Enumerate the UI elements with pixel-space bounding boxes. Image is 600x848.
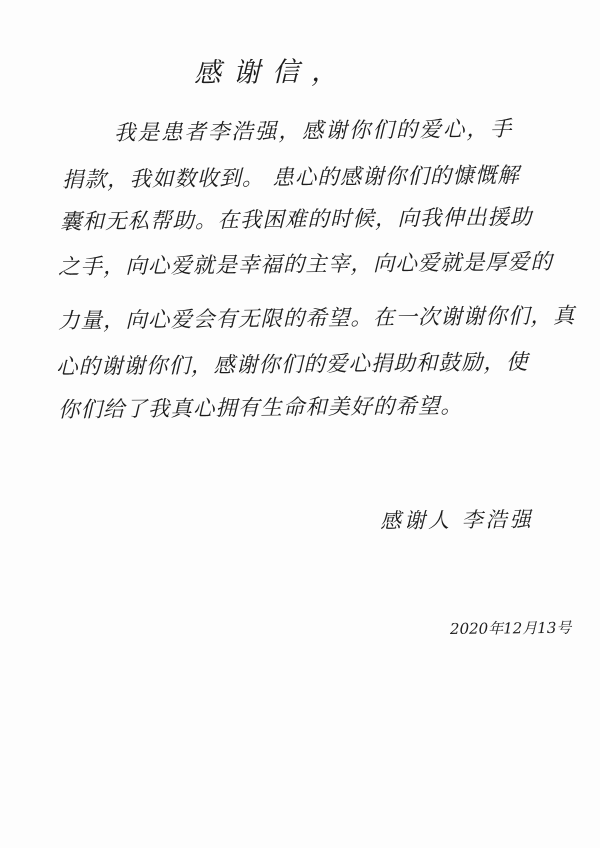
- letter-body-line: 我是患者李浩强，感谢你们的爱心，手: [113, 116, 514, 146]
- letter-date: 2020年12月13号: [449, 618, 572, 638]
- letter-body-line: 捐款，我如数收到。 患心的感谢你们的慷慨解: [61, 163, 520, 193]
- letter-signature: 感谢人 李浩强: [379, 507, 534, 533]
- letter-body-line: 心的谢谢你们，感谢你们的爱心捐助和鼓励，使: [55, 350, 529, 380]
- letter-title: 感谢信，: [193, 56, 351, 89]
- letter-body-line: 力量，向心爱会有无限的希望。在一次谢谢你们，真: [57, 303, 576, 334]
- letter-body-line: 囊和无私帮助。在我困难的时候，向我伸出援助: [59, 205, 533, 235]
- letter-body-line: 你们给了我真心拥有生命和美好的希望。: [57, 393, 464, 423]
- letter-body-line: 之手，向心爱就是幸福的主宰，向心爱就是厚爱的: [57, 249, 554, 280]
